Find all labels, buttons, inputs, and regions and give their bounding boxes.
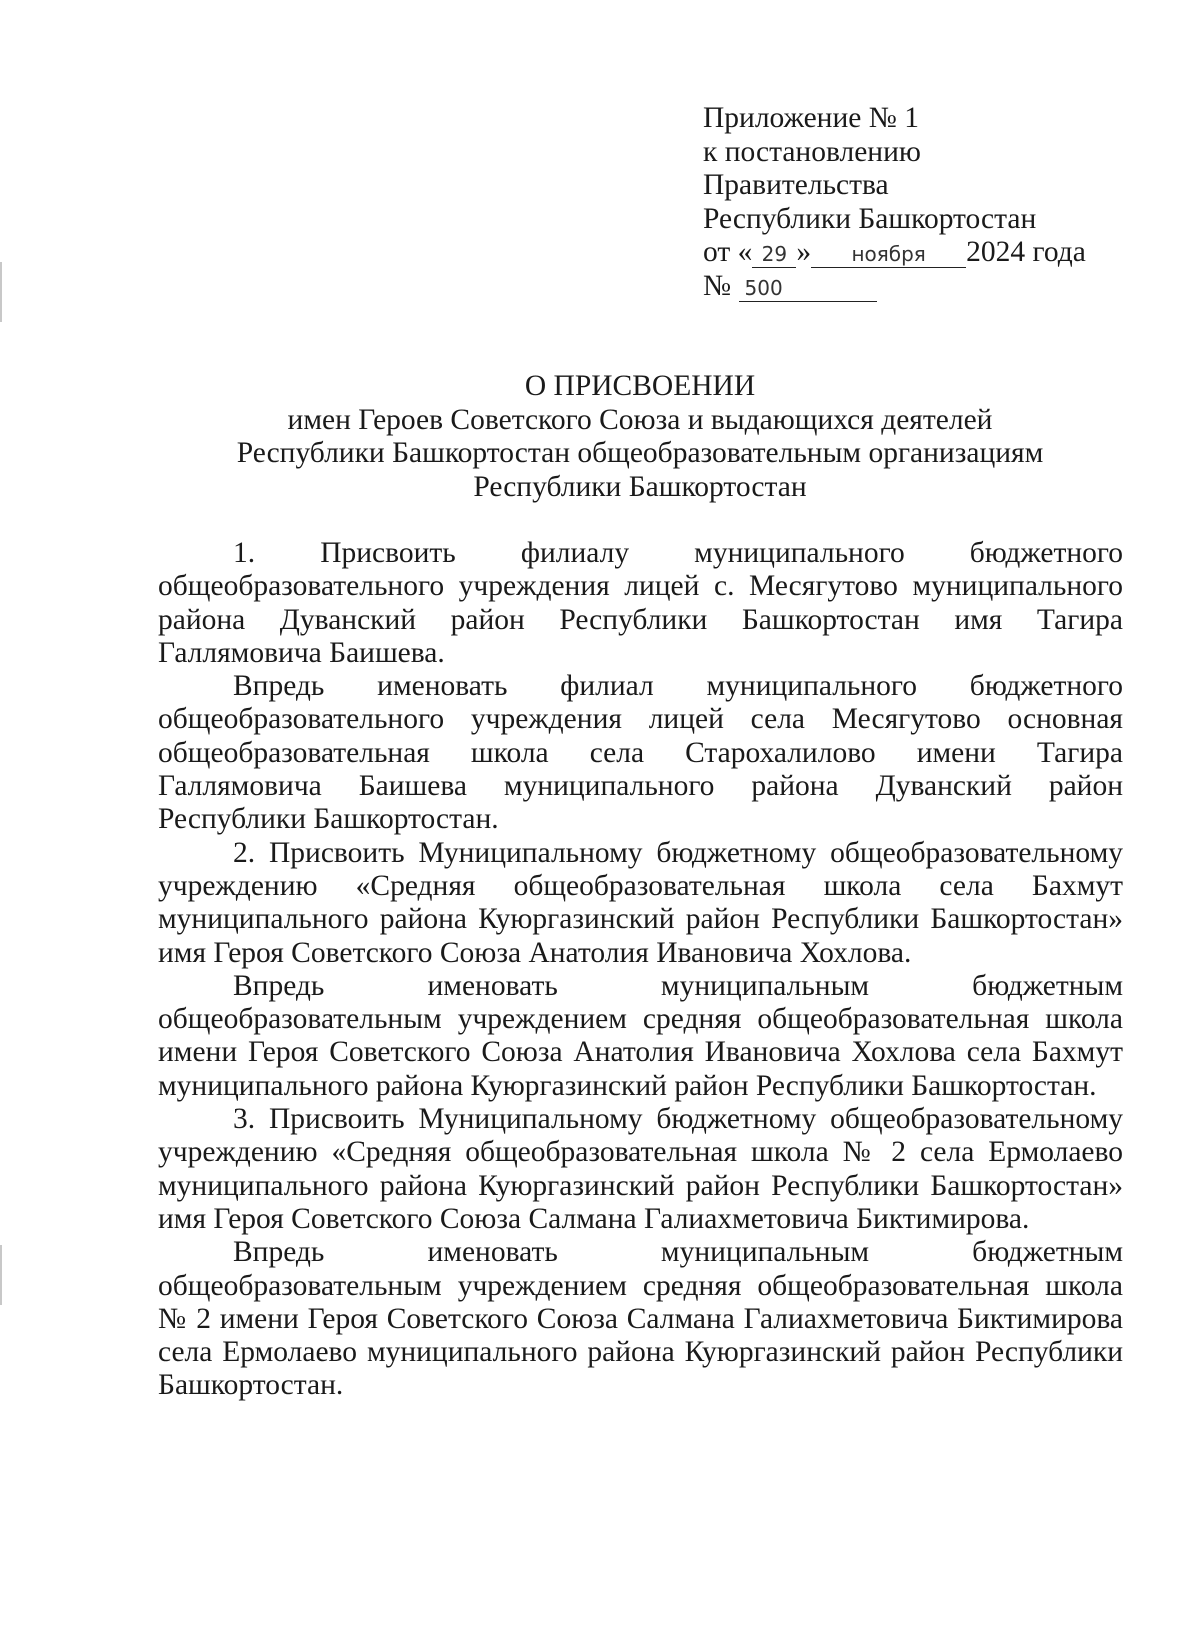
paragraph-1: 1. Присвоить филиалу муниципального бюджетного общеобразовательного учреждения лицей с. Месягутово муниципального района Дуванский район Республики Башкортостан имя Тагира Галлямовича Баишева. [158, 537, 1123, 669]
date-month: ноября [811, 241, 966, 268]
scan-edge-mark [0, 262, 2, 322]
appendix-label: Приложение № 1 [703, 102, 919, 134]
document-body [158, 537, 1123, 1403]
title-line-2: имен Героев Советского Союза и выдающихся деятелей [287, 403, 993, 436]
appendix-number [703, 270, 1086, 304]
paragraph-3-rename: Впредь именовать муниципальным бюджетным общеобразовательным учреждением средняя общеобразовательная школа № 2 имени Героя Советского Союза Салмана Галиахметовича Биктимирова села Ермолаево муниципального района Куюргазинский район Республики Башкортостан. [158, 1236, 1123, 1402]
appendix-date [703, 236, 1086, 270]
title-line-4: Республики Башкортостан [473, 470, 807, 503]
title-line-3: Республики Башкортостан общеобразовательным организациям [236, 437, 1044, 469]
number-value: 500 [739, 275, 877, 302]
paragraph-1-rename: Впредь именовать филиал муниципального бюджетного общеобразовательного учреждения лицей села Месягутово основная общеобразовательная школа села Старохалилово имени Тагира Галлямовича Баишева муниципального района Дуванский район Республики Башкортостан. [158, 670, 1123, 836]
paragraph-3: 3. Присвоить Муниципальному бюджетному общеобразовательному учреждению «Средняя общеобразовательная школа № 2 села Ермолаево муниципального района Куюргазинский район Республики Башкортостан» имя Героя Советского Союза Салмана Галиахметовича Биктимирова. [158, 1103, 1123, 1235]
appendix-header [703, 102, 1086, 303]
title-heading: О ПРИСВОЕНИИ [524, 370, 756, 402]
date-year: 2024 года [966, 236, 1086, 268]
appendix-republic: Республики Башкортостан [703, 202, 1037, 235]
paragraph-2: 2. Присвоить Муниципальному бюджетному общеобразовательному учреждению «Средняя общеобразовательная школа села Бахмут муниципального района Куюргазинский район Республики Башкортостан» имя Героя Советского Союза Анатолия Ивановича Хохлова. [158, 836, 1123, 969]
number-prefix: № [703, 269, 732, 302]
document-title [150, 370, 1130, 504]
appendix-government: Правительства [703, 169, 889, 201]
date-prefix: от « [703, 236, 753, 268]
date-quote-close: » [796, 236, 812, 268]
date-day: 29 [752, 241, 796, 268]
appendix-resolution: к постановлению [703, 135, 921, 168]
paragraph-2-rename: Впредь именовать муниципальным бюджетным общеобразовательным учреждением средняя общеобразовательная школа имени Героя Советского Союза Анатолия Ивановича Хохлова села Бахмут муниципального района Куюргазинский район Республики Башкортостан. [158, 969, 1123, 1102]
scan-edge-mark [0, 1245, 2, 1305]
